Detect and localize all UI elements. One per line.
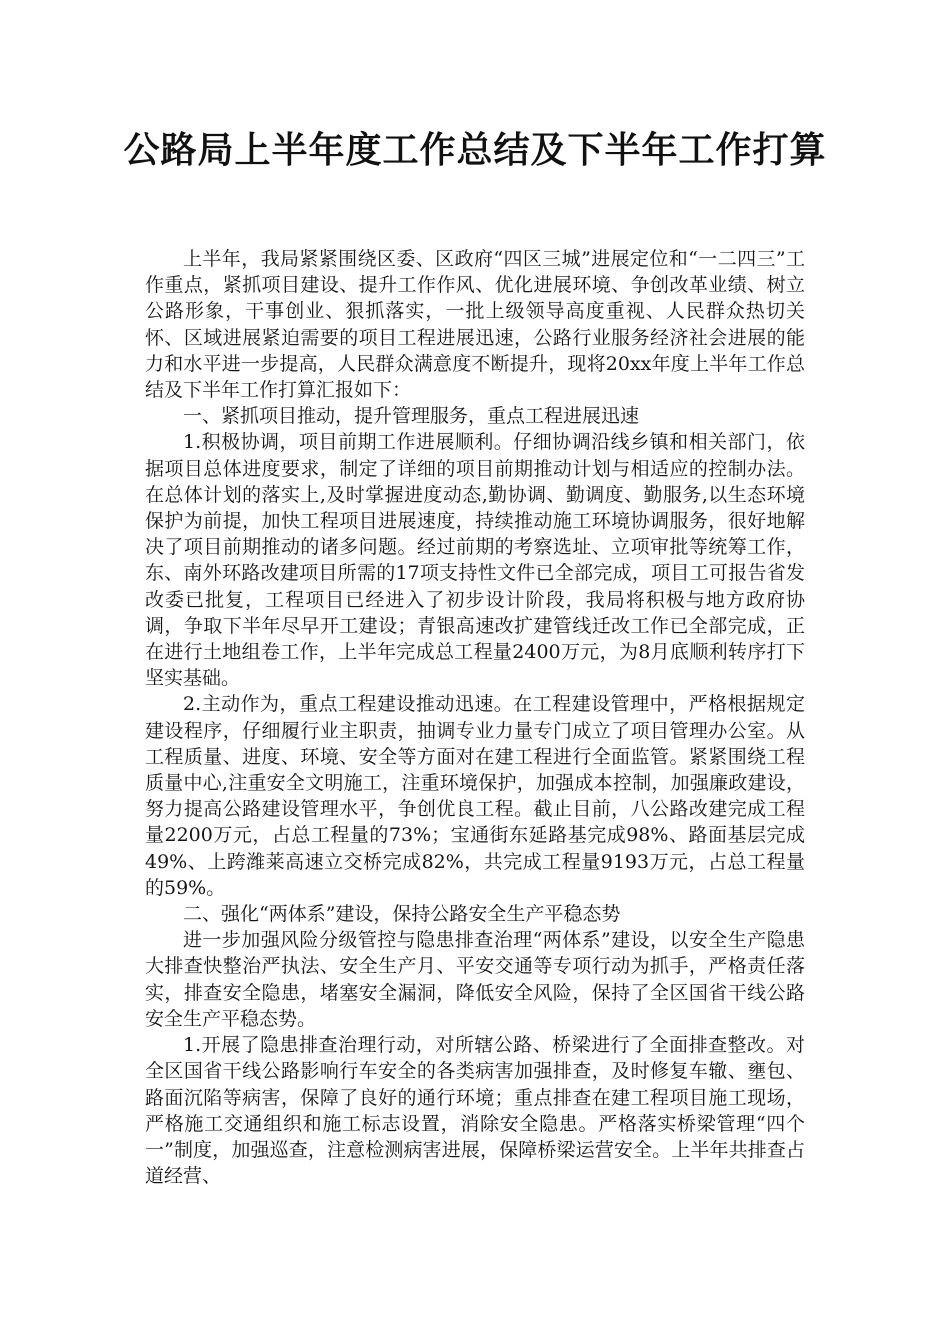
section-heading-1: 一、紧抓项目推动，提升管理服务，重点工程进展迅速 [183,405,640,428]
paragraph-2-1: 1.开展了隐患排查治理行动，对所辖公路、桥梁进行了全面排查整改。对全区国省干线公路影响行车安全的各类病害加强排查，及时修复车辙、壅包、路面沉陷等病害，保障了良好的通行环境；重点排查在建工程项目施工现场，严格施工交通组织和施工标志设置，消除安全隐患。严格落实桥梁管理“四个一”制度，加强巡查，注意检测病害进展，保障桥梁运营安全。上半年共排查占道经营、 [145,1034,805,1188]
paragraph-1-1: 1.积极协调，项目前期工作进展顺利。仔细协调沿线乡镇和相关部门，依据项目总体进度要求，制定了详细的项目前期推动计划与相适应的控制办法。在总体计划的落实上,及时掌握进度动态,勤协调、勤调度、勤服务,以生态环境保护为前提，加快工程项目进展速度，持续推动施工环境协调服务，很好地解决了项目前期推动的诸多问题。经过前期的考察选址、立项审批等统筹工作，东、南外环路改建项目所需的17项支持性文件已全部完成，项目工可报告省发改委已批复，工程项目已经进入了初步设计阶段，我局将积极与地方政府协调，争取下半年尽早开工建设；青银高速改扩建管线迁改工作已全部完成，正在进行土地组卷工作，上半年完成总工程量2400万元，为8月底顺利转序打下坚实基础。 [145,431,805,690]
paragraph-1-2: 2.主动作为，重点工程建设推动迅速。在工程建设管理中，严格根据规定建设程序，仔细履行业主职责，抽调专业力量专门成立了项目管理办公室。从工程质量、进度、环境、安全等方面对在建工程进行全面监管。紧紧围绕工程质量中心,注重安全文明施工，注重环境保护，加强成本控制，加强廉政建设，努力提高公路建设管理水平，争创优良工程。截止目前，八公路改建完成工程量2200万元，占总工程量的73%；宝通街东延路基完成98%、路面基层完成49%、上跨潍莱高速立交桥完成82%，共完成工程量9193万元，占总工程量的59%。 [145,693,805,899]
document-title: 公路局上半年度工作总结及下半年工作打算 [123,130,827,171]
document-body [145,246,805,1189]
paragraph-2-intro: 进一步加强风险分级管控与隐患排查治理“两体系”建设，以安全生产隐患大排查快整治严执法、安全生产月、平安交通等专项行动为抓手，严格责任落实，排查安全隐患，堵塞安全漏洞，降低安全风险，保持了全区国省干线公路安全生产平稳态势。 [145,929,805,1030]
section-heading-2: 二、强化“两体系”建设，保持公路安全生产平稳态势 [183,903,621,926]
intro-paragraph: 上半年，我局紧紧围绕区委、区政府“四区三城”进展定位和“一二四三”工作重点，紧抓项目建设、提升工作作风、优化进展环境、争创改革业绩、树立公路形象，干事创业、狠抓落实，一批上级领导高度重视、人民群众热切关怀、区域进展紧迫需要的项目工程进展迅速，公路行业服务经济社会进展的能力和水平进一步提高，人民群众满意度不断提升，现将20xx年度上半年工作总结及下半年工作打算汇报如下： [145,248,805,402]
